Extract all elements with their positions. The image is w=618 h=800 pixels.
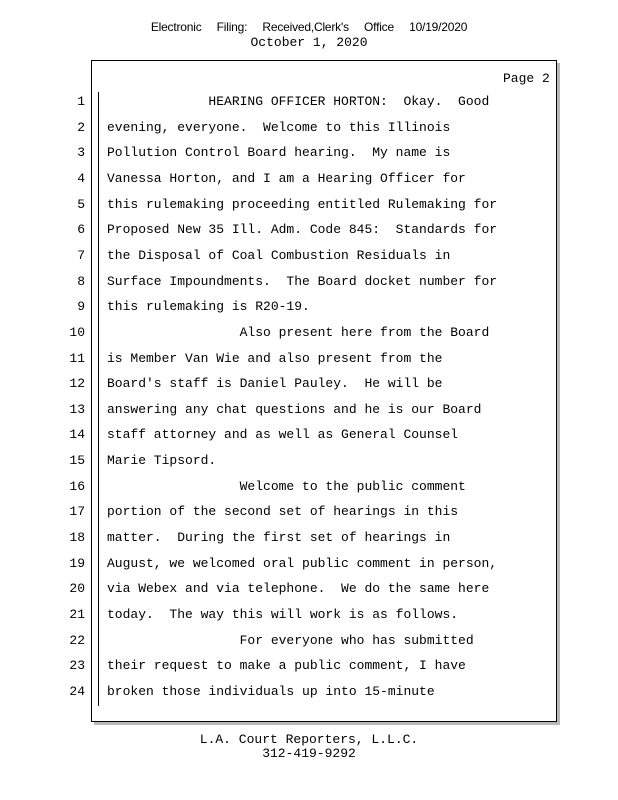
line-number: 8	[77, 273, 85, 289]
transcript-line	[0, 320, 618, 346]
reporter-phone: 312-419-9292	[262, 746, 356, 761]
line-number: 1	[77, 94, 85, 109]
line-text: Welcome to the public comment	[107, 478, 466, 494]
stamp-word: 10/19/2020	[409, 20, 468, 34]
line-text: matter. During the first set of hearings in	[107, 530, 451, 546]
transcript-line	[0, 551, 618, 577]
transcript-line	[0, 115, 618, 141]
line-text: staff attorney and as well as General Counsel	[107, 427, 459, 443]
line-text: today. The way this will work is as follows.	[107, 607, 459, 622]
transcript-line	[0, 499, 618, 525]
stamp-word: Received,Clerk's	[262, 20, 349, 34]
transcript-line	[0, 576, 618, 602]
line-number: 6	[77, 222, 85, 238]
transcript-line	[0, 217, 618, 243]
transcript-line	[0, 397, 618, 423]
line-number: 10	[69, 324, 85, 340]
line-number: 5	[77, 196, 85, 212]
line-text: is Member Van Wie and also present from the	[107, 350, 443, 366]
page-number: Page 2	[503, 71, 550, 86]
line-text: this rulemaking is R20-19.	[107, 299, 310, 315]
line-text: this rulemaking proceeding entitled Rulemaking for	[107, 196, 498, 212]
line-text: Also present here from the Board	[107, 324, 490, 340]
line-text: portion of the second set of hearings in this	[107, 504, 459, 520]
line-number: 18	[69, 530, 85, 546]
line-number: 24	[69, 683, 85, 699]
line-number: 23	[69, 658, 85, 674]
page-footer	[0, 733, 618, 761]
line-number: 17	[69, 504, 85, 520]
line-text: via Webex and via telephone. We do the same here	[107, 581, 490, 597]
line-number: 7	[77, 247, 85, 263]
transcript-line	[0, 525, 618, 551]
line-number: 2	[77, 119, 85, 135]
reporter-company: L.A. Court Reporters, L.L.C.	[199, 732, 419, 747]
transcript-line	[0, 628, 618, 654]
filing-stamp	[0, 20, 618, 34]
line-number: 13	[69, 401, 85, 417]
line-number: 22	[69, 632, 85, 648]
line-text: their request to make a public comment, I have	[107, 658, 466, 674]
line-number: 4	[77, 170, 85, 186]
transcript-line	[0, 679, 618, 705]
stamp-word: Filing:	[216, 20, 248, 34]
line-text: Surface Impoundments. The Board docket number for	[107, 273, 498, 289]
line-number: 3	[77, 145, 85, 161]
line-text: August, we welcomed oral public comment in person,	[107, 555, 498, 571]
line-text: answering any chat questions and he is our Board	[107, 401, 482, 417]
line-number: 15	[69, 453, 85, 469]
transcript-line	[0, 474, 618, 500]
line-text: the Disposal of Coal Combustion Residuals in	[107, 247, 451, 263]
line-number: 11	[69, 350, 85, 366]
transcript-line	[0, 448, 618, 474]
hearing-date: October 1, 2020	[250, 35, 368, 50]
transcript-line	[0, 192, 618, 218]
transcript-line	[0, 422, 618, 448]
transcript-line	[0, 653, 618, 679]
line-text: evening, everyone. Welcome to this Illinois	[107, 119, 451, 135]
line-number: 19	[69, 555, 85, 571]
stamp-word: Office	[364, 20, 394, 34]
line-number: 20	[69, 581, 85, 597]
transcript-line	[0, 89, 618, 115]
line-number: 16	[69, 478, 85, 494]
line-text: Vanessa Horton, and I am a Hearing Officer for	[107, 170, 466, 186]
line-number: 12	[69, 376, 85, 392]
stamp-word: Electronic	[150, 20, 202, 34]
line-text: For everyone who has submitted	[107, 632, 474, 648]
line-text: Pollution Control Board hearing. My name is	[107, 145, 451, 161]
line-text: HEARING OFFICER HORTON: Okay. Good	[107, 94, 490, 109]
transcript-line	[0, 269, 618, 295]
transcript-line	[0, 243, 618, 269]
transcript-line	[0, 602, 618, 628]
transcript-line	[0, 140, 618, 166]
line-number: 21	[69, 607, 85, 622]
transcript-line	[0, 166, 618, 192]
line-text: Board's staff is Daniel Pauley. He will be	[107, 376, 443, 392]
line-text: broken those individuals up into 15-minute	[107, 683, 435, 699]
transcript-line	[0, 371, 618, 397]
transcript-line	[0, 346, 618, 372]
transcript-line	[0, 294, 618, 320]
line-text: Marie Tipsord.	[107, 453, 217, 469]
line-number: 14	[69, 427, 85, 443]
line-number: 9	[77, 299, 85, 315]
line-text: Proposed New 35 Ill. Adm. Code 845: Standards for	[107, 222, 498, 238]
